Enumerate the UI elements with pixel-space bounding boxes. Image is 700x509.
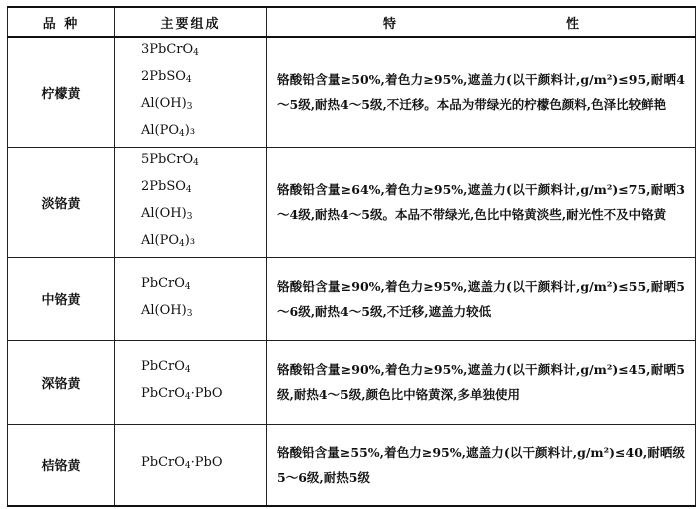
variety-name: 柠檬黄 bbox=[8, 37, 115, 147]
header-properties: 特 性 bbox=[267, 7, 696, 37]
table-row bbox=[8, 340, 696, 424]
composition-cell bbox=[115, 37, 267, 147]
variety-name: 桔铬黄 bbox=[8, 424, 115, 506]
component-formula: PbCrO$_4$·PbO bbox=[141, 386, 223, 402]
properties-cell: 铬酸铅含量≥50%,着色力≥95%,遮盖力(以干颜料计,g/m²)≤95,耐晒4～5级,耐热4～5级,不迁移。本品为带绿光的柠檬色颜料,色泽比较鲜艳 bbox=[267, 37, 696, 147]
pigment-table-container bbox=[7, 6, 695, 507]
header-composition: 主要组成 bbox=[115, 7, 267, 37]
component-formula: $Al(OH)_3$ bbox=[141, 96, 193, 113]
component-formula: PbCrO$_4$ bbox=[141, 359, 191, 375]
properties-cell: 铬酸铅含量≥55%,着色力≥95%,遮盖力(以干颜料计,g/m²)≤40,耐晒级5～6级,耐热5级 bbox=[267, 424, 696, 506]
variety-name: 深铬黄 bbox=[8, 340, 115, 424]
component-formula: 2PbSO$_4$ bbox=[141, 69, 192, 86]
table-row bbox=[8, 147, 696, 257]
table-row bbox=[8, 424, 696, 506]
composition-cell bbox=[115, 257, 267, 340]
component-formula: 3PbCrO$_4$ bbox=[141, 42, 199, 59]
table-row bbox=[8, 257, 696, 340]
properties-cell: 铬酸铅含量≥90%,着色力≥95%,遮盖力(以干颜料计,g/m²)≤45,耐晒5级,耐热4～5级,颜色比中铬黄深,多单独使用 bbox=[267, 340, 696, 424]
composition-cell bbox=[115, 424, 267, 506]
component-formula: $Al(OH)_3$ bbox=[141, 206, 193, 222]
variety-name: 淡铬黄 bbox=[8, 147, 115, 257]
table-row bbox=[8, 37, 696, 147]
component-formula: PbCrO$_4$·PbO bbox=[141, 455, 223, 472]
component-formula: 5PbCrO$_4$ bbox=[141, 152, 199, 168]
variety-name: 中铬黄 bbox=[8, 257, 115, 340]
composition-cell bbox=[115, 340, 267, 424]
chrome-yellow-pigment-table bbox=[7, 6, 696, 507]
header-variety: 品 种 bbox=[8, 7, 115, 37]
properties-cell: 铬酸铅含量≥64%,着色力≥95%,遮盖力(以干颜料计,g/m²)≤75,耐晒3～4级,耐热4～5级。本品不带绿光,色比中铬黄淡些,耐光性不及中铬黄 bbox=[267, 147, 696, 257]
header-row bbox=[8, 7, 696, 37]
component-formula: PbCrO$_4$ bbox=[141, 275, 191, 292]
component-formula: $Al(PO_4)_3$ bbox=[141, 123, 196, 140]
component-formula: $Al(PO_4)_3$ bbox=[141, 233, 196, 249]
component-formula: 2PbSO$_4$ bbox=[141, 179, 192, 195]
composition-cell bbox=[115, 147, 267, 257]
component-formula: $Al(OH)_3$ bbox=[141, 302, 193, 319]
properties-cell: 铬酸铅含量≥90%,着色力≥95%,遮盖力(以干颜料计,g/m²)≤55,耐晒5～6级,耐热4～5级,不迁移,遮盖力较低 bbox=[267, 257, 696, 340]
